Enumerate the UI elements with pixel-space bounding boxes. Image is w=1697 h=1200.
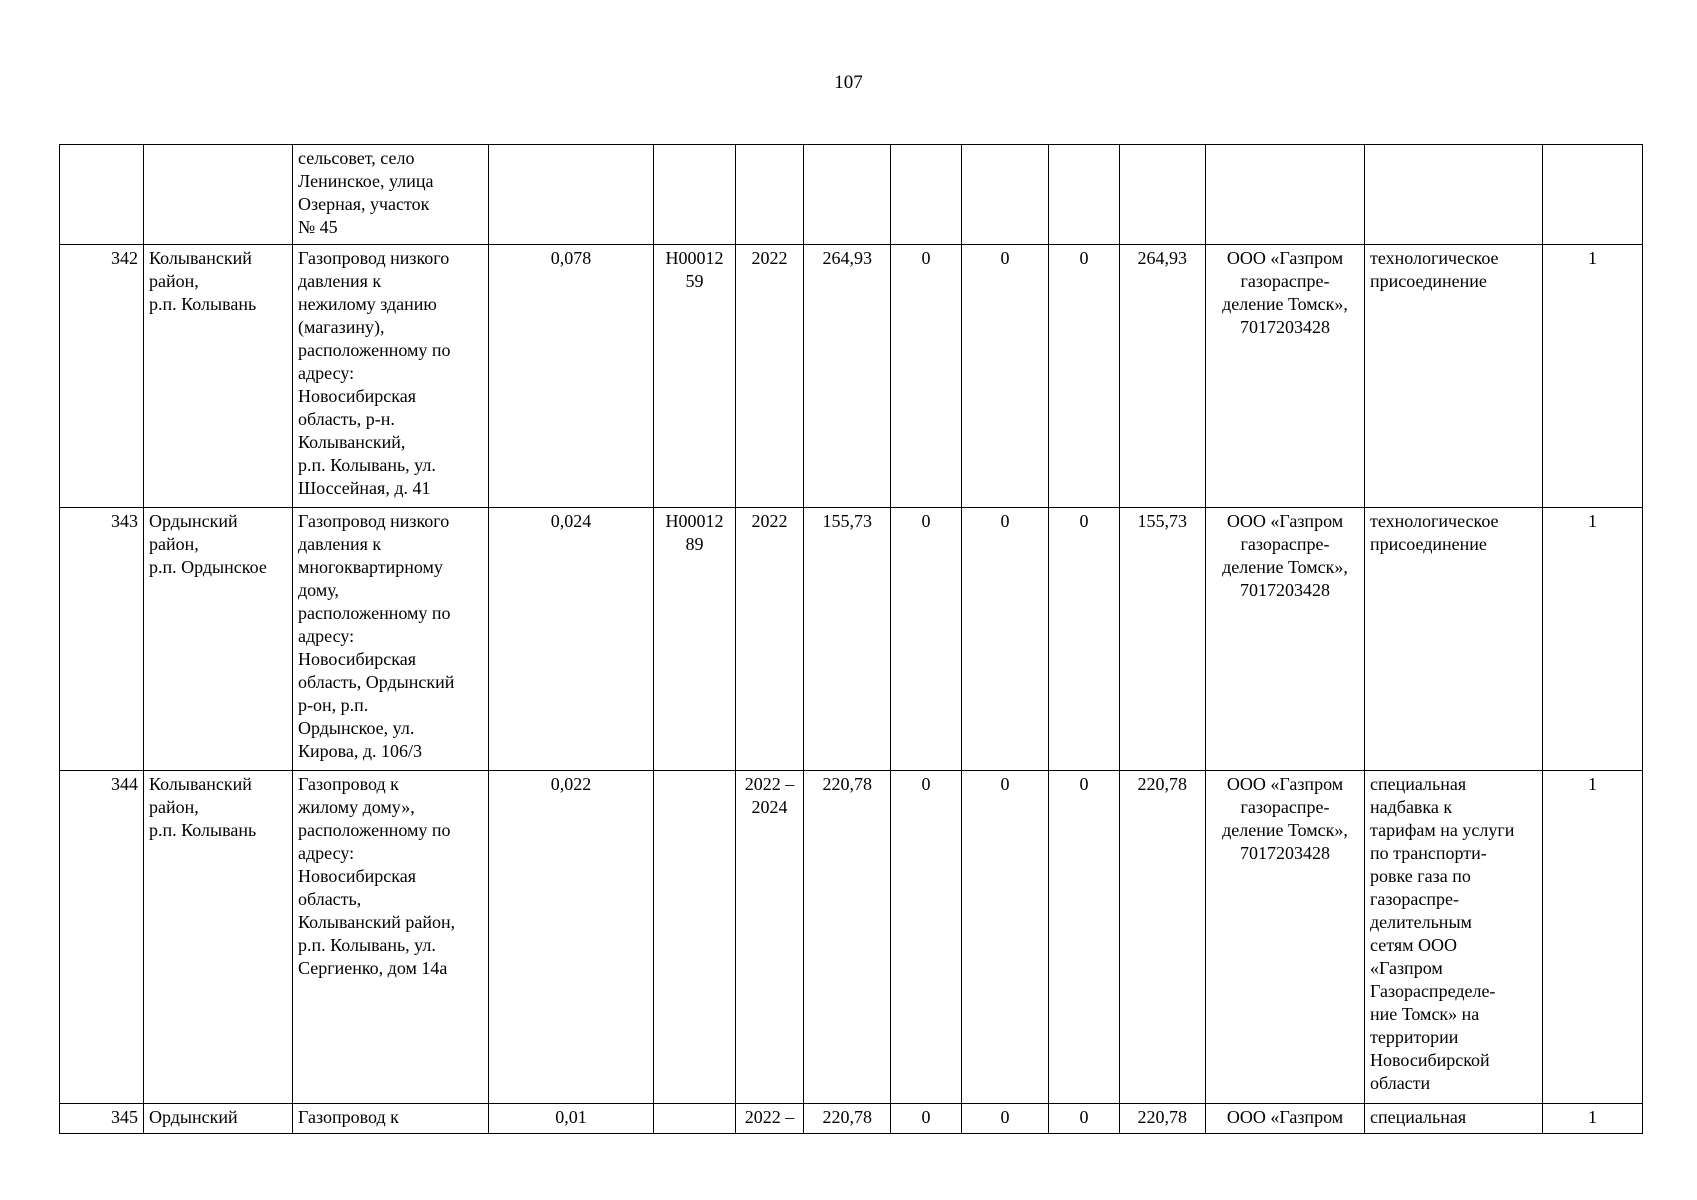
period-cell: 2022 – 2024: [736, 771, 804, 1104]
total-cell: 264,93: [804, 245, 891, 508]
value-cell: 0: [1049, 508, 1120, 771]
value-cell: 0: [962, 508, 1049, 771]
period-cell: [736, 145, 804, 245]
total-cell: 220,78: [804, 1104, 891, 1134]
value-cell: [962, 145, 1049, 245]
value-cell: 0: [1049, 771, 1120, 1104]
last-cell: [1543, 145, 1643, 245]
value-cell: 0: [891, 245, 962, 508]
object-cell: Газопровод низкого давления к нежилому зданию (магазину), расположенному по адресу: Новосибирская область, р-н. Колыванский, р.п. Колывань, ул. Шоссейная, д. 41: [293, 245, 489, 508]
length-cell: 0,078: [489, 245, 654, 508]
total-cell: 220,78: [804, 771, 891, 1104]
period-cell: 2022: [736, 245, 804, 508]
length-cell: 0,022: [489, 771, 654, 1104]
source-cell: технологическое присоединение: [1365, 508, 1543, 771]
table-row: [60, 508, 1643, 771]
table-row: [60, 771, 1643, 1104]
object-cell: Газопровод к: [293, 1104, 489, 1134]
row-number-cell: 342: [60, 245, 144, 508]
last-cell: 1: [1543, 245, 1643, 508]
table-row: [60, 245, 1643, 508]
value-cell: 0: [891, 771, 962, 1104]
location-cell: Ордынский район, р.п. Ордынское: [144, 508, 293, 771]
source-cell: специальная: [1365, 1104, 1543, 1134]
code-cell: [654, 145, 736, 245]
object-cell: сельсовет, село Ленинское, улица Озерная, участок № 45: [293, 145, 489, 245]
value-cell: 0: [891, 1104, 962, 1134]
location-cell: [144, 145, 293, 245]
row-number-cell: 344: [60, 771, 144, 1104]
code-cell: [654, 1104, 736, 1134]
organization-cell: ООО «Газпром газораспре- деление Томск», 7017203428: [1206, 771, 1365, 1104]
period-cell: 2022 –: [736, 1104, 804, 1134]
value-cell: 0: [962, 245, 1049, 508]
value-cell: 220,78: [1120, 771, 1206, 1104]
table-row: [60, 145, 1643, 245]
value-cell: [1120, 145, 1206, 245]
value-cell: 0: [1049, 245, 1120, 508]
source-cell: технологическое присоединение: [1365, 245, 1543, 508]
value-cell: [1049, 145, 1120, 245]
last-cell: 1: [1543, 1104, 1643, 1134]
total-cell: 155,73: [804, 508, 891, 771]
value-cell: 264,93: [1120, 245, 1206, 508]
value-cell: 220,78: [1120, 1104, 1206, 1134]
row-number-cell: 343: [60, 508, 144, 771]
value-cell: 0: [962, 771, 1049, 1104]
code-cell: Н00012 89: [654, 508, 736, 771]
value-cell: [891, 145, 962, 245]
value-cell: 155,73: [1120, 508, 1206, 771]
gas-pipeline-table: [59, 144, 1643, 1134]
value-cell: 0: [891, 508, 962, 771]
length-cell: 0,024: [489, 508, 654, 771]
total-cell: [804, 145, 891, 245]
table-body: [60, 145, 1643, 1134]
location-cell: Колыванский район, р.п. Колывань: [144, 245, 293, 508]
length-cell: [489, 145, 654, 245]
value-cell: 0: [962, 1104, 1049, 1134]
source-cell: [1365, 145, 1543, 245]
last-cell: 1: [1543, 508, 1643, 771]
organization-cell: ООО «Газпром газораспре- деление Томск», 7017203428: [1206, 508, 1365, 771]
row-number-cell: 345: [60, 1104, 144, 1134]
value-cell: 0: [1049, 1104, 1120, 1134]
organization-cell: ООО «Газпром: [1206, 1104, 1365, 1134]
object-cell: Газопровод низкого давления к многоквартирному дому, расположенному по адресу: Новосибирская область, Ордынский р-он, р.п. Ордынское, ул. Кирова, д. 106/3: [293, 508, 489, 771]
object-cell: Газопровод к жилому дому», расположенному по адресу: Новосибирская область, Колыванский район, р.п. Колывань, ул. Сергиенко, дом 14а: [293, 771, 489, 1104]
length-cell: 0,01: [489, 1104, 654, 1134]
period-cell: 2022: [736, 508, 804, 771]
code-cell: Н00012 59: [654, 245, 736, 508]
organization-cell: [1206, 145, 1365, 245]
page-number: 107: [834, 72, 863, 93]
code-cell: [654, 771, 736, 1104]
location-cell: Ордынский: [144, 1104, 293, 1134]
row-number-cell: [60, 145, 144, 245]
organization-cell: ООО «Газпром газораспре- деление Томск», 7017203428: [1206, 245, 1365, 508]
source-cell: специальная надбавка к тарифам на услуги по транспорти- ровке газа по газораспре- делительным сетям ООО «Газпром Газораспределе- ние Томск» на территории Новосибирской области: [1365, 771, 1543, 1104]
table-row: [60, 1104, 1643, 1134]
location-cell: Колыванский район, р.п. Колывань: [144, 771, 293, 1104]
last-cell: 1: [1543, 771, 1643, 1104]
